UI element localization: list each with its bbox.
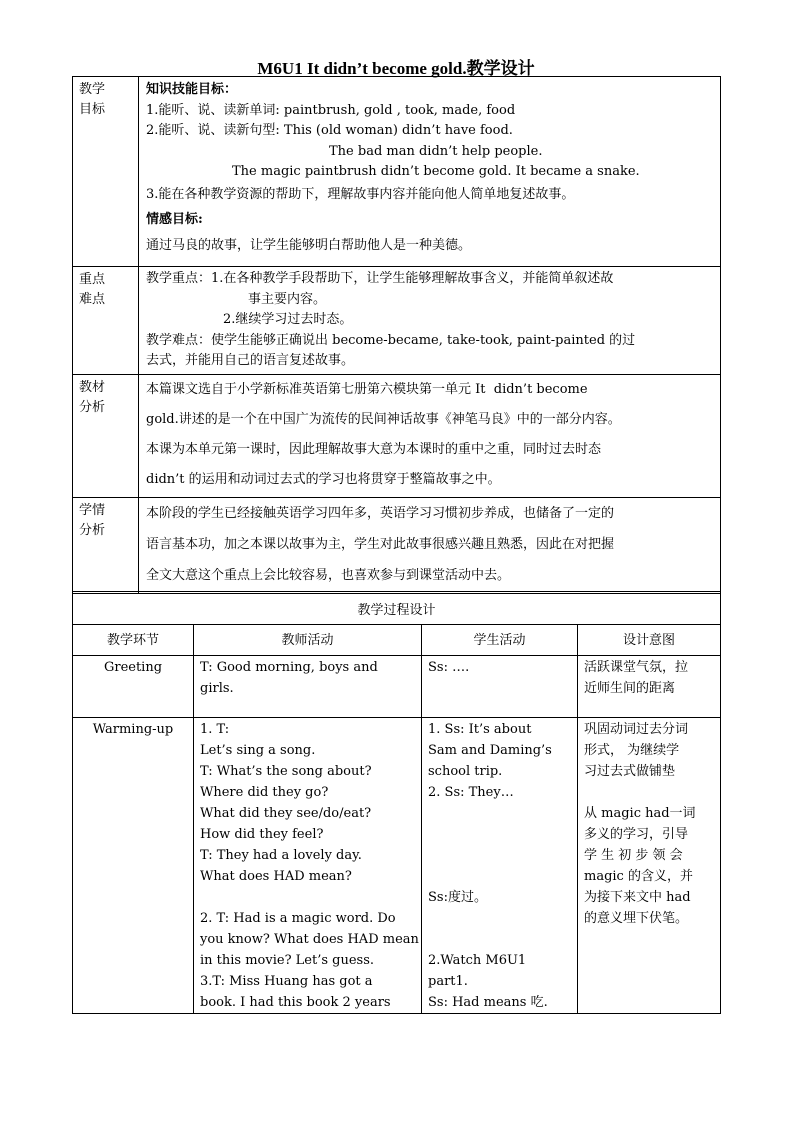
key-points-content — [139, 267, 721, 375]
warmup-purpose-line: 形式， 为继续学 — [584, 743, 680, 758]
column-header-stage: 教学环节 — [73, 625, 194, 656]
warmup-teacher-line: 2. T: Had is a magic word. Do — [200, 911, 396, 926]
column-header-teacher: 教师活动 — [194, 625, 422, 656]
warmup-teacher-line: you know? What does HAD mean — [200, 932, 419, 947]
warmup-student-gap — [428, 866, 573, 887]
knowledge-heading: 知识技能目标： — [146, 82, 238, 97]
objective-item-2: 2.能听、说、读新句型: This (old woman) didn’t have food. — [146, 123, 513, 138]
greeting-teacher-line: girls. — [200, 681, 234, 696]
material-row — [73, 375, 721, 498]
warmup-student-gap — [428, 929, 573, 950]
greeting-student-line: Ss: …. — [428, 660, 470, 675]
warmup-student-line: Ss:度过。 — [428, 890, 487, 905]
greeting-student — [422, 656, 578, 718]
key-point-line-5: 去式，并能用自己的语言复述故事。 — [146, 353, 355, 368]
greeting-teacher — [194, 656, 422, 718]
warmup-purpose-line: 习过去式做铺垫 — [584, 764, 676, 779]
key-point-line-3: 2.继续学习过去时态。 — [223, 312, 353, 327]
process-heading: 教学过程设计 — [73, 592, 721, 625]
warmup-student-line: 1. Ss: It’s about — [428, 722, 532, 737]
greeting-row — [73, 656, 721, 718]
warmup-student-gap — [428, 824, 573, 845]
warmup-teacher-line: book. I had this book 2 years — [200, 995, 391, 1010]
process-header-row — [73, 625, 721, 656]
warmup-student — [422, 718, 578, 1014]
key-point-line-1: 教学重点：1.在各种教学手段帮助下，让学生能够理解故事含义，并能简单叙述故 — [146, 271, 614, 286]
greeting-purpose-line: 活跃课堂气氛，拉 — [584, 660, 689, 675]
key-points-label-line2: 难点 — [79, 292, 106, 307]
column-header-student: 学生活动 — [422, 625, 578, 656]
students-line-3: 全文大意这个重点上会比较容易，也喜欢参与到课堂活动中去。 — [146, 568, 511, 583]
objective-item-2-line3: The magic paintbrush didn’t become gold. It became a snake. — [232, 164, 640, 179]
warmup-teacher-line: 3.T: Miss Huang has got a — [200, 974, 373, 989]
objectives-content — [139, 77, 721, 267]
process-heading-table — [72, 591, 721, 625]
warmup-student-gap — [428, 803, 573, 824]
objectives-label-line2: 目标 — [79, 102, 106, 117]
column-header-purpose: 设计意图 — [578, 625, 721, 656]
greeting-purpose-line: 近师生间的距离 — [584, 681, 676, 696]
warmup-purpose-line: 多义的学习，引导 — [584, 827, 689, 842]
key-points-label-line1: 重点 — [79, 272, 106, 287]
warmup-purpose-line: 的意义埋下伏笔。 — [584, 911, 689, 926]
students-content — [139, 498, 721, 594]
objective-item-2-line2: The bad man didn’t help people. — [329, 143, 543, 159]
material-label — [73, 375, 139, 498]
students-line-2: 语言基本功，加之本课以故事为主，学生对此故事很感兴趣且熟悉，因此在对把握 — [146, 537, 615, 552]
warmup-purpose-line: 为接下来文中 had — [584, 890, 691, 905]
students-label-line1: 学情 — [79, 503, 106, 518]
warmup-teacher — [194, 718, 422, 1014]
warmup-purpose-gap — [584, 782, 716, 803]
material-label-line1: 教材 — [79, 380, 106, 395]
warmup-student-line: 2. Ss: They… — [428, 785, 514, 800]
emotion-text: 通过马良的故事，让学生能够明白帮助他人是一种美德。 — [146, 237, 472, 253]
emotion-heading: 情感目标: — [146, 211, 203, 227]
warmup-purpose-line: magic 的含义，并 — [584, 869, 693, 884]
warmup-teacher-line: Where did they go? — [200, 785, 329, 800]
warmup-student-line: Sam and Daming’s — [428, 743, 552, 758]
warmup-purpose-line: 巩固动词过去分词 — [584, 722, 689, 737]
objective-item-3: 3.能在各种教学资源的帮助下，理解故事内容并能向他人简单地复述故事。 — [146, 186, 575, 202]
warmup-teacher-line: T: What’s the song about? — [200, 764, 372, 779]
warmup-teacher-line: T: They had a lovely day. — [200, 848, 362, 863]
objectives-row — [73, 77, 721, 267]
key-points-row — [73, 267, 721, 375]
greeting-stage: Greeting — [73, 656, 194, 718]
material-content — [139, 375, 721, 498]
key-points-label — [73, 267, 139, 375]
students-line-1: 本阶段的学生已经接触英语学习四年多，英语学习习惯初步养成，也储备了一定的 — [146, 506, 615, 521]
warmup-teacher-line: What does HAD mean? — [200, 869, 352, 884]
warmup-purpose — [578, 718, 721, 1014]
warmup-teacher-line: What did they see/do/eat? — [200, 806, 372, 821]
warmup-teacher-line: Let’s sing a song. — [200, 743, 316, 758]
warmup-purpose-line: 学 生 初 步 领 会 — [584, 848, 683, 863]
material-line-4: didn’t 的运用和动词过去式的学习也将贯穿于整篇故事之中。 — [146, 472, 501, 487]
warmup-student-gap — [428, 908, 573, 929]
key-point-line-2: 事主要内容。 — [248, 291, 327, 307]
warmup-row — [73, 718, 721, 1014]
objectives-label-line1: 教学 — [79, 82, 106, 97]
warmup-teacher-gap — [200, 887, 417, 908]
process-table — [72, 624, 721, 1014]
warmup-stage: Warming-up — [73, 718, 194, 1014]
warmup-student-line: 2.Watch M6U1 — [428, 953, 527, 968]
objective-item-1: 1.能听、说、读新单词: paintbrush, gold , took, made, food — [146, 102, 516, 118]
warmup-student-line: part1. — [428, 974, 468, 989]
material-line-3: 本课为本单元第一课时，因此理解故事大意为本课时的重中之重，同时过去时态 — [146, 442, 602, 457]
page-title: M6U1 It didn’t become gold.教学设计 — [257, 59, 535, 78]
material-label-line2: 分析 — [79, 400, 106, 415]
students-label-line2: 分析 — [79, 523, 106, 538]
key-point-line-4: 教学难点：使学生能够正确说出 become-became, take-took, paint-painted 的过 — [146, 332, 636, 348]
material-line-1: 本篇课文选自于小学新标准英语第七册第六模块第一单元 It didn’t become — [146, 382, 588, 397]
students-label — [73, 498, 139, 594]
greeting-teacher-line: T: Good morning, boys and — [200, 660, 378, 675]
greeting-purpose — [578, 656, 721, 718]
warmup-teacher-line: in this movie? Let’s guess. — [200, 953, 375, 968]
warmup-purpose-line: 从 magic had一词 — [584, 806, 696, 821]
students-row — [73, 498, 721, 594]
warmup-student-line: Ss: Had means 吃. — [428, 995, 548, 1010]
warmup-student-gap — [428, 845, 573, 866]
objectives-label — [73, 77, 139, 267]
material-line-2: gold.讲述的是一个在中国广为流传的民间神话故事《神笔马良》中的一部分内容。 — [146, 412, 621, 427]
overview-table — [72, 76, 721, 594]
warmup-teacher-line: How did they feel? — [200, 827, 324, 842]
warmup-student-line: school trip. — [428, 764, 503, 779]
warmup-teacher-line: 1. T: — [200, 722, 230, 737]
